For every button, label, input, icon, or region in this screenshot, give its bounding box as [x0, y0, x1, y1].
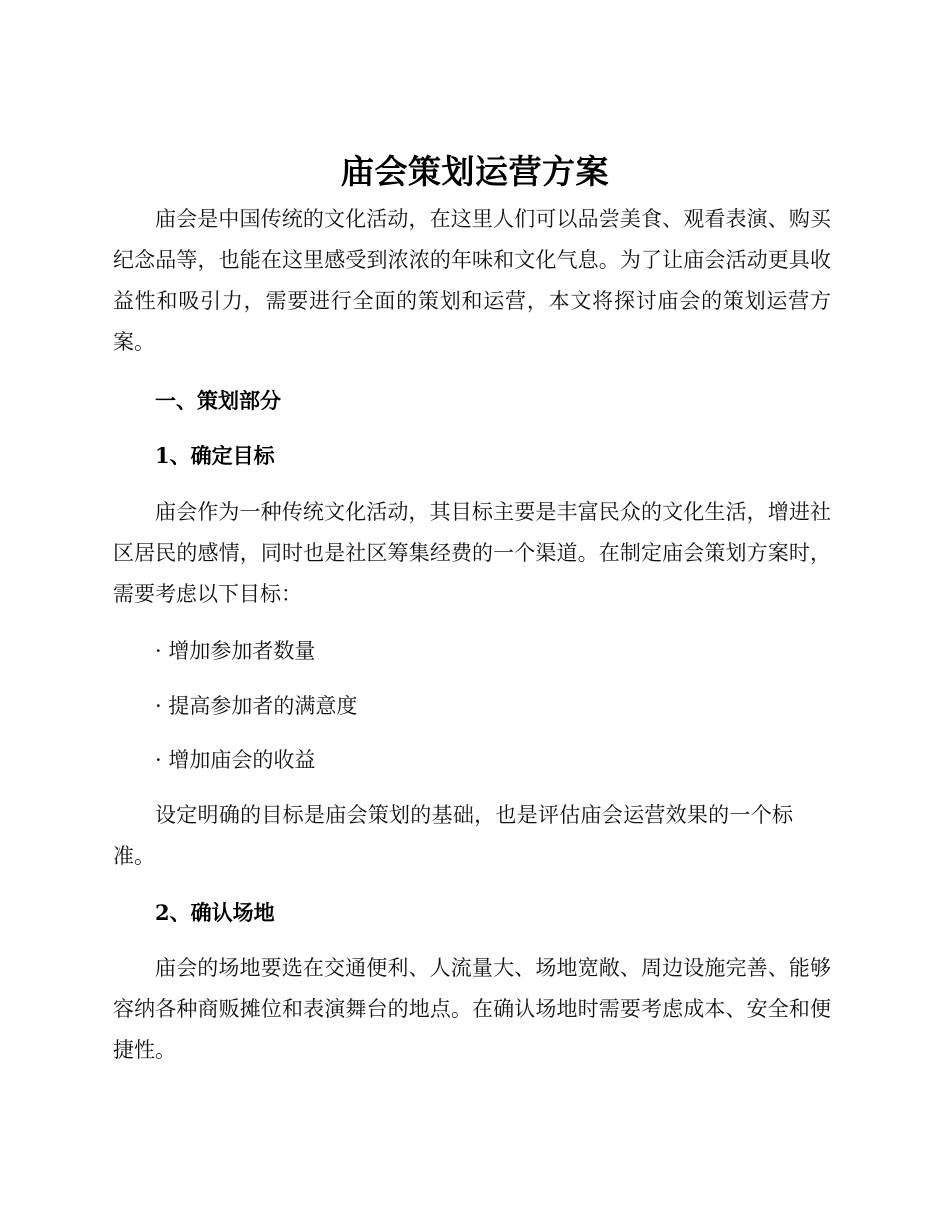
intro-paragraph: 庙会是中国传统的文化活动，在这里人们可以品尝美食、观看表演、购买纪念品等，也能在这里感受到浓浓的年味和文化气息。为了让庙会活动更具收益性和吸引力，需要进行全面的策划和运营，本文将探讨庙会的策划运营方案。 [113, 207, 831, 354]
bullet-item: · 增加参加者数量 [155, 639, 316, 663]
venue-paragraph: 庙会的场地要选在交通便利、人流量大、场地宽敞、周边设施完善、能够容纳各种商贩摊位和表演舞台的地点。在确认场地时需要考虑成本、安全和便捷性。 [113, 956, 831, 1062]
subsection-heading-goals: 1、确定目标 [155, 443, 275, 468]
bullet-item: · 增加庙会的收益 [155, 748, 316, 772]
document-title: 庙会策划运营方案 [341, 152, 609, 191]
bullet-item: · 提高参加者的满意度 [155, 694, 358, 718]
section-heading-planning: 一、策划部分 [155, 388, 281, 413]
goals-conclusion-paragraph: 设定明确的目标是庙会策划的基础，也是评估庙会运营效果的一个标准。 [113, 803, 793, 868]
goals-paragraph: 庙会作为一种传统文化活动，其目标主要是丰富民众的文化生活，增进社区居民的感情，同时也是社区筹集经费的一个渠道。在制定庙会策划方案时，需要考虑以下目标： [113, 500, 831, 606]
subsection-heading-venue: 2、确认场地 [155, 900, 275, 925]
